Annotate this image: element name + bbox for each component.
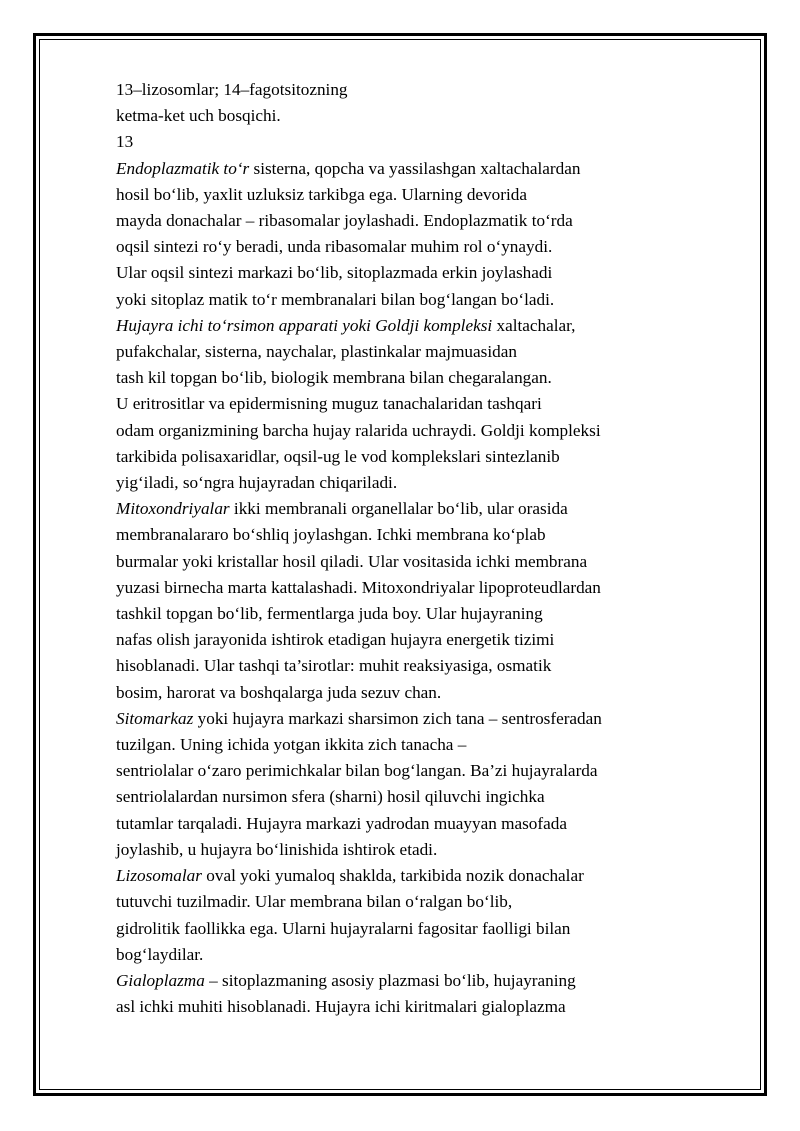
text-line <box>116 784 716 810</box>
text-line <box>116 522 716 548</box>
text-line <box>116 182 716 208</box>
text-line <box>116 77 716 103</box>
text-run: sentriolalardan nursimon sfera (sharni) hosil qiluvchi ingichka <box>116 787 545 807</box>
text-line <box>116 627 716 653</box>
text-line <box>116 916 716 942</box>
text-line <box>116 889 716 915</box>
text-line <box>116 758 716 784</box>
text-run: bog‘laydilar. <box>116 944 204 964</box>
text-line <box>116 418 716 444</box>
text-line <box>116 575 716 601</box>
text-line <box>116 234 716 260</box>
text-run: tash kil topgan bo‘lib, biologik membrana bilan chegaralangan. <box>116 368 552 388</box>
text-line <box>116 549 716 575</box>
text-run: tashkil topgan bo‘lib, fermentlarga juda boy. Ular hujayraning <box>116 604 543 624</box>
text-run: bosim, harorat va boshqalarga juda sezuv chan. <box>116 682 442 702</box>
text-line <box>116 129 716 155</box>
text-line <box>116 680 716 706</box>
document-body <box>116 77 716 1020</box>
text-run: yuzasi birnecha marta kattalashadi. Mitoxondriyalar lipoproteudlardan <box>116 577 601 597</box>
text-line <box>116 653 716 679</box>
text-line <box>116 470 716 496</box>
text-line <box>116 942 716 968</box>
text-run: hosil bo‘lib, yaxlit uzluksiz tarkibga ega. Ularning devorida <box>116 184 527 204</box>
text-line <box>116 156 716 182</box>
text-run: 13–lizosomlar; 14–fagotsitozning <box>116 80 348 99</box>
text-run: Ular oqsil sintezi markazi bo‘lib, sitoplazmada erkin joylashadi <box>116 263 553 283</box>
text-run: burmalar yoki kristallar hosil qiladi. Ular vositasida ichki membrana <box>116 551 588 571</box>
text-line <box>116 601 716 627</box>
text-run: xaltachalar, <box>492 315 576 335</box>
text-line <box>116 994 716 1020</box>
text-run: nafas olish jarayonida ishtirok etadigan hujayra energetik tizimi <box>116 630 555 650</box>
text-run: pufakchalar, sisterna, naychalar, plastinkalar majmuasidan <box>116 342 517 362</box>
text-line <box>116 313 716 339</box>
text-line <box>116 208 716 234</box>
text-line <box>116 260 716 286</box>
text-run: oval yoki yumaloq shaklda, tarkibida nozik donachalar <box>201 866 584 886</box>
italic-term: Gialoplazma <box>116 970 205 990</box>
text-run: ketma-ket uch bosqichi. <box>116 106 281 126</box>
text-line <box>116 287 716 313</box>
text-run: – sitoplazmaning asosiy plazmasi bo‘lib, hujayraning <box>204 970 576 990</box>
text-run: tutamlar tarqaladi. Hujayra markazi yadrodan muayyan masofada <box>116 813 567 833</box>
text-line <box>116 811 716 837</box>
text-line <box>116 444 716 470</box>
text-run: yoki sitoplaz matik to‘r membranalari bilan bog‘langan bo‘ladi. <box>116 289 555 309</box>
text-run: membranalararo bo‘shliq joylashgan. Ichki membrana ko‘plab <box>116 525 546 545</box>
text-run: joylashib, u hujayra bo‘linishida ishtirok etadi. <box>116 839 438 859</box>
text-line <box>116 103 716 129</box>
italic-term: Lizosomalar <box>116 866 202 886</box>
text-line <box>116 732 716 758</box>
text-run: yoki hujayra markazi sharsimon zich tana – sentrosferadan <box>193 708 602 728</box>
text-run: mayda donachalar – ribasomalar joylashadi. Endoplazmatik to‘rda <box>116 211 573 231</box>
text-line <box>116 496 716 522</box>
italic-term: Hujayra ichi to‘rsimon apparati yoki Goldji kompleksi <box>116 315 493 335</box>
text-run: sisterna, qopcha va yassilashgan xaltachalardan <box>249 158 581 178</box>
text-line <box>116 706 716 732</box>
text-run: tuzilgan. Uning ichida yotgan ikkita zich tanacha – <box>116 735 467 755</box>
italic-term: Sitomarkaz <box>116 708 194 728</box>
text-run: U eritrositlar va epidermisning muguz tanachalaridan tashqari <box>116 394 542 414</box>
italic-term: Endoplazmatik to‘r <box>116 158 250 178</box>
text-line <box>116 863 716 889</box>
text-line <box>116 339 716 365</box>
text-line <box>116 391 716 417</box>
text-line <box>116 968 716 994</box>
text-run: gidrolitik faollikka ega. Ularni hujayralarni fagositar faolligi bilan <box>116 918 571 938</box>
text-line <box>116 365 716 391</box>
text-run: ikki membranali organellalar bo‘lib, ular orasida <box>229 499 568 519</box>
text-run: sentriolalar o‘zaro perimichkalar bilan bog‘langan. Ba’zi hujayralarda <box>116 761 598 781</box>
text-line <box>116 837 716 863</box>
italic-term: Mitoxondriyalar <box>116 499 230 519</box>
text-run: hisoblanadi. Ular tashqi ta’sirotlar: muhit reaksiyasiga, osmatik <box>116 656 552 676</box>
text-run: asl ichki muhiti hisoblanadi. Hujayra ichi kiritmalari gialoplazma <box>116 997 566 1017</box>
text-run: tarkibida polisaxaridlar, oqsil-ug le vod komplekslari sintezlanib <box>116 446 560 466</box>
text-run: tutuvchi tuzilmadir. Ular membrana bilan o‘ralgan bo‘lib, <box>116 892 513 912</box>
text-run: yig‘iladi, so‘ngra hujayradan chiqariladi. <box>116 473 398 493</box>
text-run: oqsil sintezi ro‘y beradi, unda ribasomalar muhim rol o‘ynaydi. <box>116 237 553 257</box>
text-run: odam organizmining barcha hujay ralarida uchraydi. Goldji kompleksi <box>116 420 601 440</box>
text-run: 13 <box>116 132 134 152</box>
